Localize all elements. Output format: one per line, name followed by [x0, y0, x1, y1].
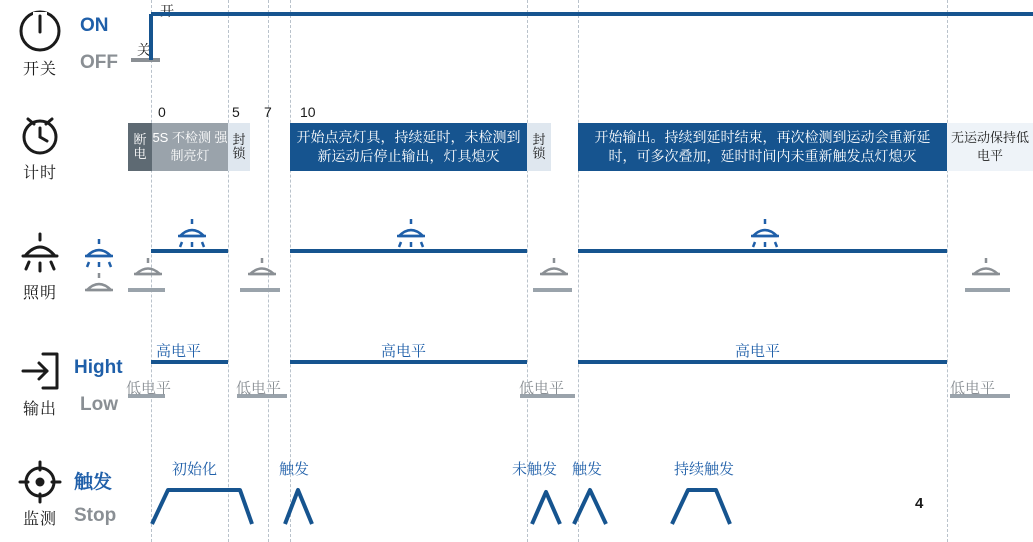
timing-band-idle: 无运动保持低电平 — [947, 123, 1033, 171]
lamp-icon-on-1 — [175, 218, 209, 248]
timing-band-no-detect: 5S 不检测 强制亮灯 — [152, 123, 228, 171]
detect-label-sustained: 持续触发 — [674, 461, 735, 478]
row-label-switch: 开关 — [22, 61, 57, 78]
timing-band-power-off: 断电 — [128, 123, 152, 171]
output-low-label-4: 低电平 — [950, 380, 996, 397]
detect-label-trigger-2: 触发 — [572, 461, 603, 478]
timing-band-delay-1: 开始点亮灯具，持续延时，未检测到新运动后停止输出，灯具熄灭 — [290, 123, 527, 171]
timing-band-delay-2: 开始输出。持续到延时结束，再次检测到运动会重新延时，可多次叠加，延时时间内未重新触发点灯熄灭 — [578, 123, 947, 171]
lamp-icon-off-1 — [131, 258, 165, 280]
output-low-label-1: 低电平 — [126, 380, 172, 397]
detect-waveform — [0, 440, 1033, 542]
output-low-label-3: 低电平 — [519, 380, 565, 397]
row-label-lighting: 照明 — [22, 285, 57, 302]
switch-off-mark: 关 — [137, 42, 151, 58]
clock-icon — [8, 112, 72, 158]
output-high-label-1: 高电平 — [156, 343, 202, 360]
row-icon-timing — [8, 112, 72, 183]
switch-on-mark: 开 — [160, 3, 174, 19]
detect-stop-state-label: Stop — [74, 505, 117, 526]
output-high-state-label: Hight — [74, 357, 123, 378]
lamp-icon-off-3 — [537, 258, 571, 280]
detect-label-not-triggered: 未触发 — [512, 461, 558, 478]
output-low-state-label: Low — [80, 394, 118, 415]
detect-trigger-state-label: 触发 — [74, 472, 113, 493]
output-low-label-2: 低电平 — [236, 380, 282, 397]
lamp-icon-off-2 — [245, 258, 279, 280]
lamp-icon-on-3 — [748, 218, 782, 248]
page-number: 4 — [915, 495, 924, 512]
scale-tick-5: 5 — [232, 104, 240, 120]
switch-waveform — [0, 0, 1033, 120]
output-waveform — [0, 330, 1033, 420]
scale-tick-0: 0 — [158, 104, 166, 120]
row-label-detect: 监测 — [22, 511, 57, 528]
row-label-timing: 计时 — [22, 165, 57, 182]
timing-band-lock-1: 封锁 — [228, 123, 250, 171]
lamp-icon-on-2 — [394, 218, 428, 248]
output-high-label-2: 高电平 — [381, 343, 427, 360]
row-label-output: 输出 — [22, 401, 57, 418]
timing-band-lock-2: 封锁 — [527, 123, 551, 171]
detect-label-trigger-1: 触发 — [279, 461, 310, 478]
switch-on-label: ON — [80, 15, 109, 36]
scale-tick-7: 7 — [264, 104, 272, 120]
lamp-icon-off-4 — [969, 258, 1003, 280]
detect-label-init: 初始化 — [172, 461, 218, 478]
switch-off-label: OFF — [80, 52, 118, 73]
scale-tick-10: 10 — [300, 104, 316, 120]
output-high-label-3: 高电平 — [735, 343, 781, 360]
